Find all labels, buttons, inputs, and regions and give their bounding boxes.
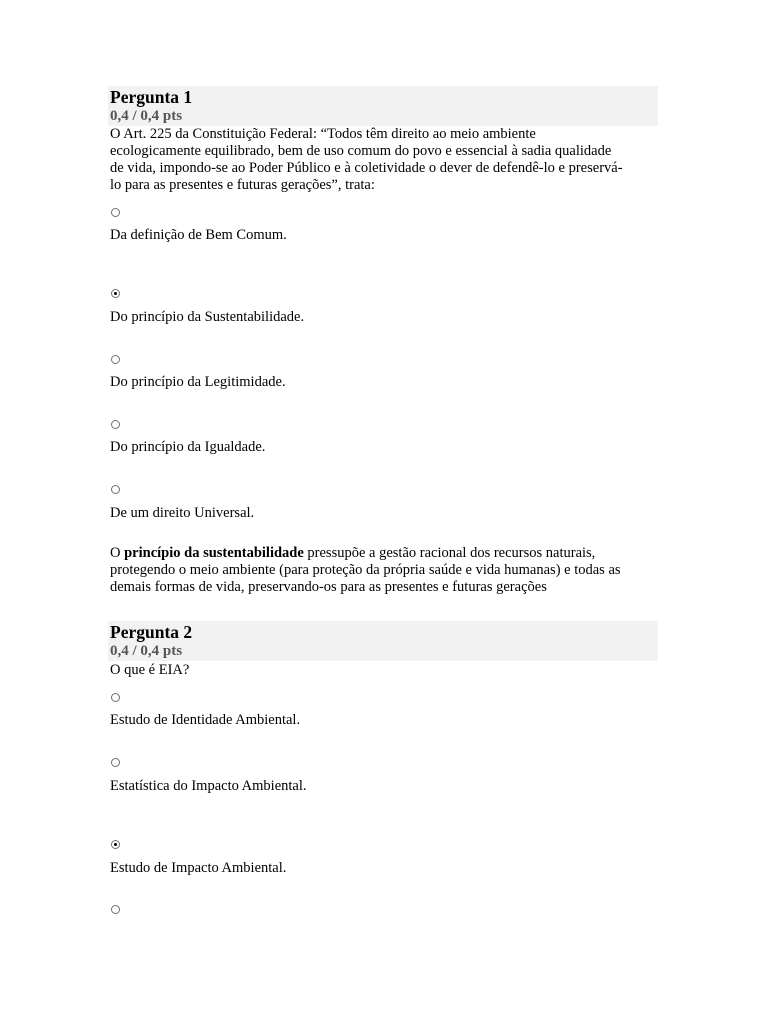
feedback-line-3: demais formas de vida, preservando-os para as presentes e futuras gerações bbox=[110, 579, 547, 595]
question-2-points: 0,4 / 0,4 pts bbox=[110, 643, 183, 659]
question-1-header bbox=[108, 86, 658, 126]
prompt-line: O Art. 225 da Constituição Federal: “Todos têm direito ao meio ambiente bbox=[110, 126, 536, 142]
prompt-line: ecologicamente equilibrado, bem de uso comum do povo e essencial à sadia qualidade bbox=[110, 143, 612, 159]
option-radio-2d[interactable] bbox=[111, 905, 120, 914]
option-label-1b: Do princípio da Sustentabilidade. bbox=[110, 309, 305, 325]
feedback-line-2: protegendo o meio ambiente (para proteção da própria saúde e vida humanas) e todas as bbox=[110, 562, 621, 578]
question-1-points: 0,4 / 0,4 pts bbox=[110, 108, 183, 124]
question-2-title: Pergunta 2 bbox=[110, 622, 193, 642]
option-radio-1b[interactable] bbox=[111, 289, 120, 298]
question-1-feedback bbox=[110, 545, 670, 596]
question-1-title: Pergunta 1 bbox=[110, 87, 193, 107]
feedback-rest: pressupõe a gestão racional dos recursos naturais, bbox=[303, 545, 596, 561]
option-label-1c: Do princípio da Legitimidade. bbox=[110, 374, 286, 390]
question-2-header bbox=[108, 621, 658, 661]
option-radio-1c[interactable] bbox=[111, 355, 120, 364]
prompt-line: O que é EIA? bbox=[110, 662, 190, 678]
feedback-line-1 bbox=[110, 545, 670, 562]
option-radio-1a[interactable] bbox=[111, 208, 120, 217]
option-label-2b: Estatística do Impacto Ambiental. bbox=[110, 778, 307, 794]
option-radio-2c[interactable] bbox=[111, 840, 120, 849]
feedback-bold: princípio da sustentabilidade bbox=[124, 545, 304, 561]
feedback-prefix: O bbox=[110, 545, 125, 561]
option-radio-2b[interactable] bbox=[111, 758, 120, 767]
option-label-1d: Do princípio da Igualdade. bbox=[110, 439, 266, 455]
option-label-2a: Estudo de Identidade Ambiental. bbox=[110, 712, 301, 728]
question-2-prompt bbox=[110, 662, 670, 679]
option-label-1a: Da definição de Bem Comum. bbox=[110, 227, 287, 243]
option-radio-1e[interactable] bbox=[111, 485, 120, 494]
option-label-2c: Estudo de Impacto Ambiental. bbox=[110, 860, 287, 876]
option-label-1e: De um direito Universal. bbox=[110, 505, 255, 521]
question-1-prompt bbox=[110, 126, 670, 194]
prompt-line: lo para as presentes e futuras gerações”, trata: bbox=[110, 177, 375, 193]
option-radio-1d[interactable] bbox=[111, 420, 120, 429]
prompt-line: de vida, impondo-se ao Poder Público e à coletividade o dever de defendê-lo e preservá- bbox=[110, 160, 623, 176]
option-radio-2a[interactable] bbox=[111, 693, 120, 702]
